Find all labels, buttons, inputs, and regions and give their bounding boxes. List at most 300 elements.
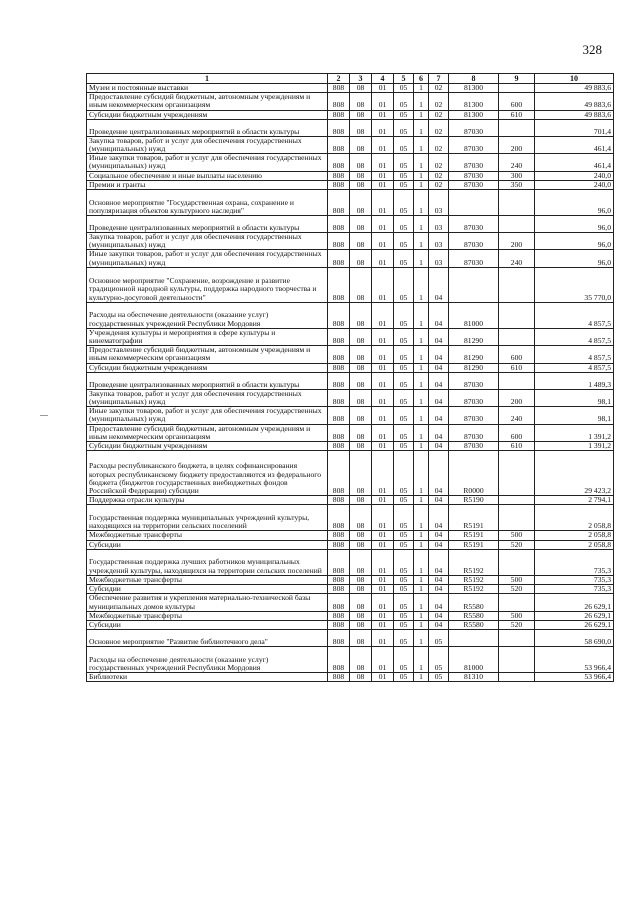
code-cell: 1 (414, 84, 429, 93)
code-cell: 04 (429, 540, 449, 549)
code-cell: 01 (372, 389, 394, 406)
column-header: 4 (372, 74, 394, 84)
code-cell: 05 (394, 540, 414, 549)
code-cell: 01 (372, 119, 394, 136)
code-cell: 04 (429, 496, 449, 505)
row-label: Межбюджетные трансферты (87, 575, 328, 584)
code-cell: 1 (414, 630, 429, 647)
amount-cell: 735,3 (535, 549, 614, 575)
amount-cell: 96,0 (535, 233, 614, 250)
code-cell: 81310 (449, 673, 499, 682)
code-cell: 1 (414, 647, 429, 673)
code-cell: R5191 (449, 540, 499, 549)
code-cell: 808 (328, 110, 350, 119)
code-cell: 240 (499, 407, 535, 424)
code-cell: R5192 (449, 575, 499, 584)
code-cell: 05 (394, 673, 414, 682)
code-cell: 08 (350, 171, 372, 180)
code-cell: 1 (414, 594, 429, 611)
code-cell: 05 (394, 302, 414, 328)
code-cell: 1 (414, 363, 429, 372)
row-label: Субсидии бюджетным учреждениям (87, 110, 328, 119)
code-cell (499, 630, 535, 647)
code-cell: 05 (394, 216, 414, 233)
code-cell: 610 (499, 442, 535, 451)
code-cell: 08 (350, 531, 372, 540)
code-cell: 05 (394, 84, 414, 93)
table-row (87, 154, 614, 171)
code-cell: 04 (429, 442, 449, 451)
code-cell: 08 (350, 451, 372, 496)
code-cell: 01 (372, 496, 394, 505)
code-cell (499, 84, 535, 93)
row-label: Субсидии (87, 585, 328, 594)
code-cell: 808 (328, 93, 350, 110)
code-cell: 808 (328, 84, 350, 93)
code-cell: 01 (372, 190, 394, 216)
code-cell: 01 (372, 611, 394, 620)
code-cell: 808 (328, 594, 350, 611)
code-cell: R5191 (449, 531, 499, 540)
code-cell: 03 (429, 216, 449, 233)
amount-cell: 96,0 (535, 190, 614, 216)
code-cell: 08 (350, 346, 372, 363)
code-cell: 1 (414, 190, 429, 216)
code-cell: R5580 (449, 620, 499, 629)
code-cell: 1 (414, 180, 429, 189)
code-cell: 01 (372, 328, 394, 345)
amount-cell: 735,3 (535, 575, 614, 584)
amount-cell: 98,1 (535, 407, 614, 424)
row-label: Субсидии бюджетным учреждениям (87, 442, 328, 451)
code-cell: 1 (414, 93, 429, 110)
code-cell: 87030 (449, 154, 499, 171)
code-cell: 01 (372, 216, 394, 233)
code-cell: 08 (350, 407, 372, 424)
amount-cell: 461,4 (535, 136, 614, 153)
table-row (87, 540, 614, 549)
code-cell: 01 (372, 93, 394, 110)
code-cell: 05 (394, 267, 414, 302)
row-label: Закупка товаров, работ и услуг для обеспечения государственных (муниципальных) нужд (87, 136, 328, 153)
table-row (87, 531, 614, 540)
amount-cell: 49 883,6 (535, 93, 614, 110)
code-cell: 87030 (449, 171, 499, 180)
code-cell: 1 (414, 442, 429, 451)
code-cell: 05 (429, 673, 449, 682)
row-label: Расходы на обеспечение деятельности (оказание услуг) государственных учреждений Республики Мордовия (87, 647, 328, 673)
code-cell: 240 (499, 250, 535, 267)
code-cell: 81300 (449, 93, 499, 110)
code-cell: 87030 (449, 180, 499, 189)
code-cell: 04 (429, 302, 449, 328)
row-label: Иные закупки товаров, работ и услуг для обеспечения государственных (муниципальных) нужд (87, 250, 328, 267)
code-cell: 1 (414, 119, 429, 136)
code-cell: R5580 (449, 611, 499, 620)
code-cell: 01 (372, 154, 394, 171)
code-cell: 610 (499, 110, 535, 119)
table-row (87, 389, 614, 406)
table-row (87, 363, 614, 372)
amount-cell: 26 629,1 (535, 594, 614, 611)
table-row (87, 84, 614, 93)
code-cell: 05 (394, 407, 414, 424)
amount-cell: 29 423,2 (535, 451, 614, 496)
code-cell: 08 (350, 630, 372, 647)
code-cell: 1 (414, 575, 429, 584)
code-cell: 808 (328, 549, 350, 575)
code-cell: 808 (328, 620, 350, 629)
code-cell: 87030 (449, 407, 499, 424)
code-cell (499, 505, 535, 531)
table-row (87, 136, 614, 153)
code-cell: 01 (372, 575, 394, 584)
code-cell: 05 (394, 250, 414, 267)
code-cell: 05 (394, 549, 414, 575)
code-cell: 01 (372, 171, 394, 180)
table-row (87, 233, 614, 250)
code-cell: 08 (350, 442, 372, 451)
code-cell: 08 (350, 673, 372, 682)
row-label: Государственная поддержка лучших работников муниципальных учреждений культуры, находящихся на территории сельских поселений (87, 549, 328, 575)
code-cell: 01 (372, 110, 394, 119)
code-cell: 01 (372, 180, 394, 189)
code-cell: 05 (394, 451, 414, 496)
code-cell: 04 (429, 389, 449, 406)
code-cell: 87030 (449, 250, 499, 267)
column-header: 1 (87, 74, 328, 84)
row-label: Межбюджетные трансферты (87, 611, 328, 620)
column-header: 5 (394, 74, 414, 84)
code-cell: 01 (372, 585, 394, 594)
row-label: Основное мероприятие "Сохранение, возрождение и развитие традиционной народной культуры, поддержка народного творчества и культурно-досуговой деятельности" (87, 267, 328, 302)
column-header: 2 (328, 74, 350, 84)
code-cell: 01 (372, 136, 394, 153)
code-cell: 808 (328, 136, 350, 153)
code-cell: 02 (429, 171, 449, 180)
code-cell: 08 (350, 594, 372, 611)
code-cell: 04 (429, 372, 449, 389)
code-cell: 01 (372, 407, 394, 424)
code-cell: 1 (414, 549, 429, 575)
code-cell: 08 (350, 154, 372, 171)
table-row (87, 110, 614, 119)
row-label: Поддержка отрасли культуры (87, 496, 328, 505)
table-row (87, 346, 614, 363)
table-row (87, 496, 614, 505)
code-cell: 04 (429, 505, 449, 531)
code-cell: 1 (414, 372, 429, 389)
amount-cell: 58 690,0 (535, 630, 614, 647)
row-label: Предоставление субсидий бюджетным, автономным учреждениям и иным некоммерческим организациям (87, 424, 328, 441)
code-cell: 08 (350, 136, 372, 153)
code-cell: 01 (372, 346, 394, 363)
code-cell (499, 190, 535, 216)
code-cell: 05 (394, 372, 414, 389)
code-cell: 1 (414, 407, 429, 424)
code-cell: R5192 (449, 585, 499, 594)
code-cell: 808 (328, 531, 350, 540)
row-label: Проведение централизованных мероприятий в области культуры (87, 119, 328, 136)
row-label: Социальное обеспечение и иные выплаты населению (87, 171, 328, 180)
table-row (87, 407, 614, 424)
code-cell: 05 (429, 647, 449, 673)
code-cell: 808 (328, 171, 350, 180)
table-row (87, 190, 614, 216)
table-row (87, 171, 614, 180)
code-cell: 1 (414, 389, 429, 406)
code-cell: 1 (414, 424, 429, 441)
code-cell (499, 267, 535, 302)
code-cell: 1 (414, 673, 429, 682)
row-label: Иные закупки товаров, работ и услуг для обеспечения государственных (муниципальных) нужд (87, 154, 328, 171)
amount-cell: 4 857,5 (535, 346, 614, 363)
code-cell: 05 (394, 496, 414, 505)
table-row (87, 328, 614, 345)
amount-cell: 2 058,8 (535, 531, 614, 540)
row-label: Проведение централизованных мероприятий в области культуры (87, 372, 328, 389)
code-cell (499, 119, 535, 136)
code-cell: 808 (328, 575, 350, 584)
code-cell: 08 (350, 216, 372, 233)
code-cell: 1 (414, 267, 429, 302)
table-row (87, 250, 614, 267)
code-cell (499, 496, 535, 505)
code-cell: 03 (429, 233, 449, 250)
row-label: Государственная поддержка муниципальных учреждений культуры, находящихся на территории сельских поселений (87, 505, 328, 531)
code-cell: 1 (414, 250, 429, 267)
column-header: 8 (449, 74, 499, 84)
code-cell: 04 (429, 363, 449, 372)
amount-cell: 2 058,8 (535, 540, 614, 549)
code-cell: 808 (328, 119, 350, 136)
table-row (87, 630, 614, 647)
code-cell: 87030 (449, 119, 499, 136)
code-cell: 04 (429, 328, 449, 345)
code-cell: 87030 (449, 424, 499, 441)
code-cell (499, 673, 535, 682)
table-row (87, 673, 614, 682)
code-cell: 08 (350, 267, 372, 302)
code-cell: 01 (372, 424, 394, 441)
code-cell: 808 (328, 154, 350, 171)
code-cell: R5192 (449, 549, 499, 575)
code-cell: 08 (350, 647, 372, 673)
code-cell: 08 (350, 611, 372, 620)
code-cell: 08 (350, 424, 372, 441)
code-cell: 05 (394, 424, 414, 441)
code-cell (449, 630, 499, 647)
code-cell: 05 (394, 363, 414, 372)
code-cell: 1 (414, 611, 429, 620)
code-cell (449, 190, 499, 216)
code-cell: 08 (350, 540, 372, 549)
row-label: Предоставление субсидий бюджетным, автономным учреждениям и иным некоммерческим организациям (87, 93, 328, 110)
code-cell: 05 (394, 180, 414, 189)
amount-cell: 240,0 (535, 180, 614, 189)
amount-cell: 98,1 (535, 389, 614, 406)
code-cell (499, 302, 535, 328)
code-cell: 808 (328, 407, 350, 424)
code-cell: 87030 (449, 389, 499, 406)
code-cell: 05 (394, 119, 414, 136)
code-cell (499, 216, 535, 233)
code-cell: 04 (429, 585, 449, 594)
code-cell: 200 (499, 233, 535, 250)
code-cell: 81290 (449, 363, 499, 372)
amount-cell: 96,0 (535, 250, 614, 267)
margin-mark (40, 415, 48, 416)
code-cell: 1 (414, 110, 429, 119)
code-cell: 81000 (449, 302, 499, 328)
code-cell: 600 (499, 424, 535, 441)
code-cell: 1 (414, 451, 429, 496)
code-cell: 808 (328, 505, 350, 531)
amount-cell: 240,0 (535, 171, 614, 180)
code-cell: 1 (414, 540, 429, 549)
code-cell: 02 (429, 119, 449, 136)
code-cell: R5580 (449, 594, 499, 611)
code-cell: 05 (394, 575, 414, 584)
amount-cell: 4 857,5 (535, 363, 614, 372)
table-row (87, 611, 614, 620)
code-cell: 05 (394, 110, 414, 119)
code-cell: 02 (429, 84, 449, 93)
code-cell: 808 (328, 424, 350, 441)
amount-cell: 701,4 (535, 119, 614, 136)
amount-cell: 53 966,4 (535, 647, 614, 673)
code-cell: 01 (372, 540, 394, 549)
code-cell: 808 (328, 267, 350, 302)
code-cell: 1 (414, 302, 429, 328)
amount-cell: 26 629,1 (535, 611, 614, 620)
code-cell: 05 (394, 328, 414, 345)
column-header: 9 (499, 74, 535, 84)
code-cell: 04 (429, 611, 449, 620)
code-cell: 04 (429, 594, 449, 611)
code-cell: 03 (429, 190, 449, 216)
row-label: Премии и гранты (87, 180, 328, 189)
page-number: 328 (582, 42, 602, 57)
code-cell: 350 (499, 180, 535, 189)
code-cell: R5190 (449, 496, 499, 505)
code-cell: 1 (414, 171, 429, 180)
code-cell: 600 (499, 93, 535, 110)
code-cell: 02 (429, 154, 449, 171)
table-row (87, 424, 614, 441)
code-cell: 08 (350, 620, 372, 629)
row-label: Музеи и постоянные выставки (87, 84, 328, 93)
code-cell: 87030 (449, 216, 499, 233)
code-cell: 05 (394, 190, 414, 216)
code-cell: 05 (394, 136, 414, 153)
code-cell: 08 (350, 84, 372, 93)
code-cell: 1 (414, 216, 429, 233)
code-cell: 500 (499, 531, 535, 540)
code-cell: 240 (499, 154, 535, 171)
row-label: Расходы на обеспечение деятельности (оказание услуг) государственных учреждений Республики Мордовия (87, 302, 328, 328)
code-cell: 05 (394, 585, 414, 594)
row-label: Основное мероприятие "Государственная охрана, сохранение и популяризация объектов культурного наследия" (87, 190, 328, 216)
code-cell: 01 (372, 630, 394, 647)
code-cell: 02 (429, 93, 449, 110)
code-cell: 520 (499, 620, 535, 629)
code-cell: 05 (429, 630, 449, 647)
column-header: 6 (414, 74, 429, 84)
code-cell: 04 (429, 267, 449, 302)
code-cell: 200 (499, 136, 535, 153)
amount-cell: 26 629,1 (535, 620, 614, 629)
code-cell: 808 (328, 216, 350, 233)
code-cell: 04 (429, 549, 449, 575)
code-cell: 808 (328, 442, 350, 451)
code-cell: 02 (429, 110, 449, 119)
code-cell: 08 (350, 328, 372, 345)
code-cell: 200 (499, 389, 535, 406)
code-cell: 01 (372, 372, 394, 389)
code-cell: 01 (372, 451, 394, 496)
code-cell: 1 (414, 154, 429, 171)
table-row (87, 575, 614, 584)
code-cell: 05 (394, 531, 414, 540)
table-row (87, 93, 614, 110)
table-row (87, 442, 614, 451)
amount-cell: 1 391,2 (535, 442, 614, 451)
code-cell: 1 (414, 585, 429, 594)
code-cell: 808 (328, 363, 350, 372)
row-label: Проведение централизованных мероприятий в области культуры (87, 216, 328, 233)
code-cell: 01 (372, 84, 394, 93)
amount-cell: 49 883,6 (535, 84, 614, 93)
budget-table (86, 73, 614, 682)
code-cell: 04 (429, 575, 449, 584)
code-cell: 808 (328, 372, 350, 389)
code-cell: 808 (328, 540, 350, 549)
code-cell: 1 (414, 531, 429, 540)
row-label: Субсидии (87, 620, 328, 629)
column-header: 3 (350, 74, 372, 84)
code-cell: 08 (350, 250, 372, 267)
row-label: Субсидии бюджетным учреждениям (87, 363, 328, 372)
code-cell: 01 (372, 620, 394, 629)
row-label: Субсидии (87, 540, 328, 549)
code-cell: 1 (414, 620, 429, 629)
code-cell (499, 594, 535, 611)
code-cell (499, 451, 535, 496)
code-cell: 08 (350, 119, 372, 136)
code-cell: 808 (328, 346, 350, 363)
code-cell: 05 (394, 647, 414, 673)
code-cell: 01 (372, 505, 394, 531)
code-cell: 05 (394, 594, 414, 611)
code-cell: 05 (394, 620, 414, 629)
code-cell: 01 (372, 267, 394, 302)
code-cell: 808 (328, 180, 350, 189)
code-cell: 01 (372, 531, 394, 540)
amount-cell: 53 966,4 (535, 673, 614, 682)
code-cell: 01 (372, 363, 394, 372)
code-cell: R5191 (449, 505, 499, 531)
code-cell: 81290 (449, 328, 499, 345)
code-cell (499, 549, 535, 575)
code-cell: 808 (328, 389, 350, 406)
row-label: Расходы республиканского бюджета, в целях софинансирования которых республиканскому бюджету предоставляются из федерального бюджета (бюджетов государственных внебюджетных фондов Российской Федерации) субсидии (87, 451, 328, 496)
code-cell: 08 (350, 363, 372, 372)
code-cell: 808 (328, 190, 350, 216)
code-cell: 01 (372, 647, 394, 673)
code-cell: 03 (429, 250, 449, 267)
amount-cell: 2 058,8 (535, 505, 614, 531)
